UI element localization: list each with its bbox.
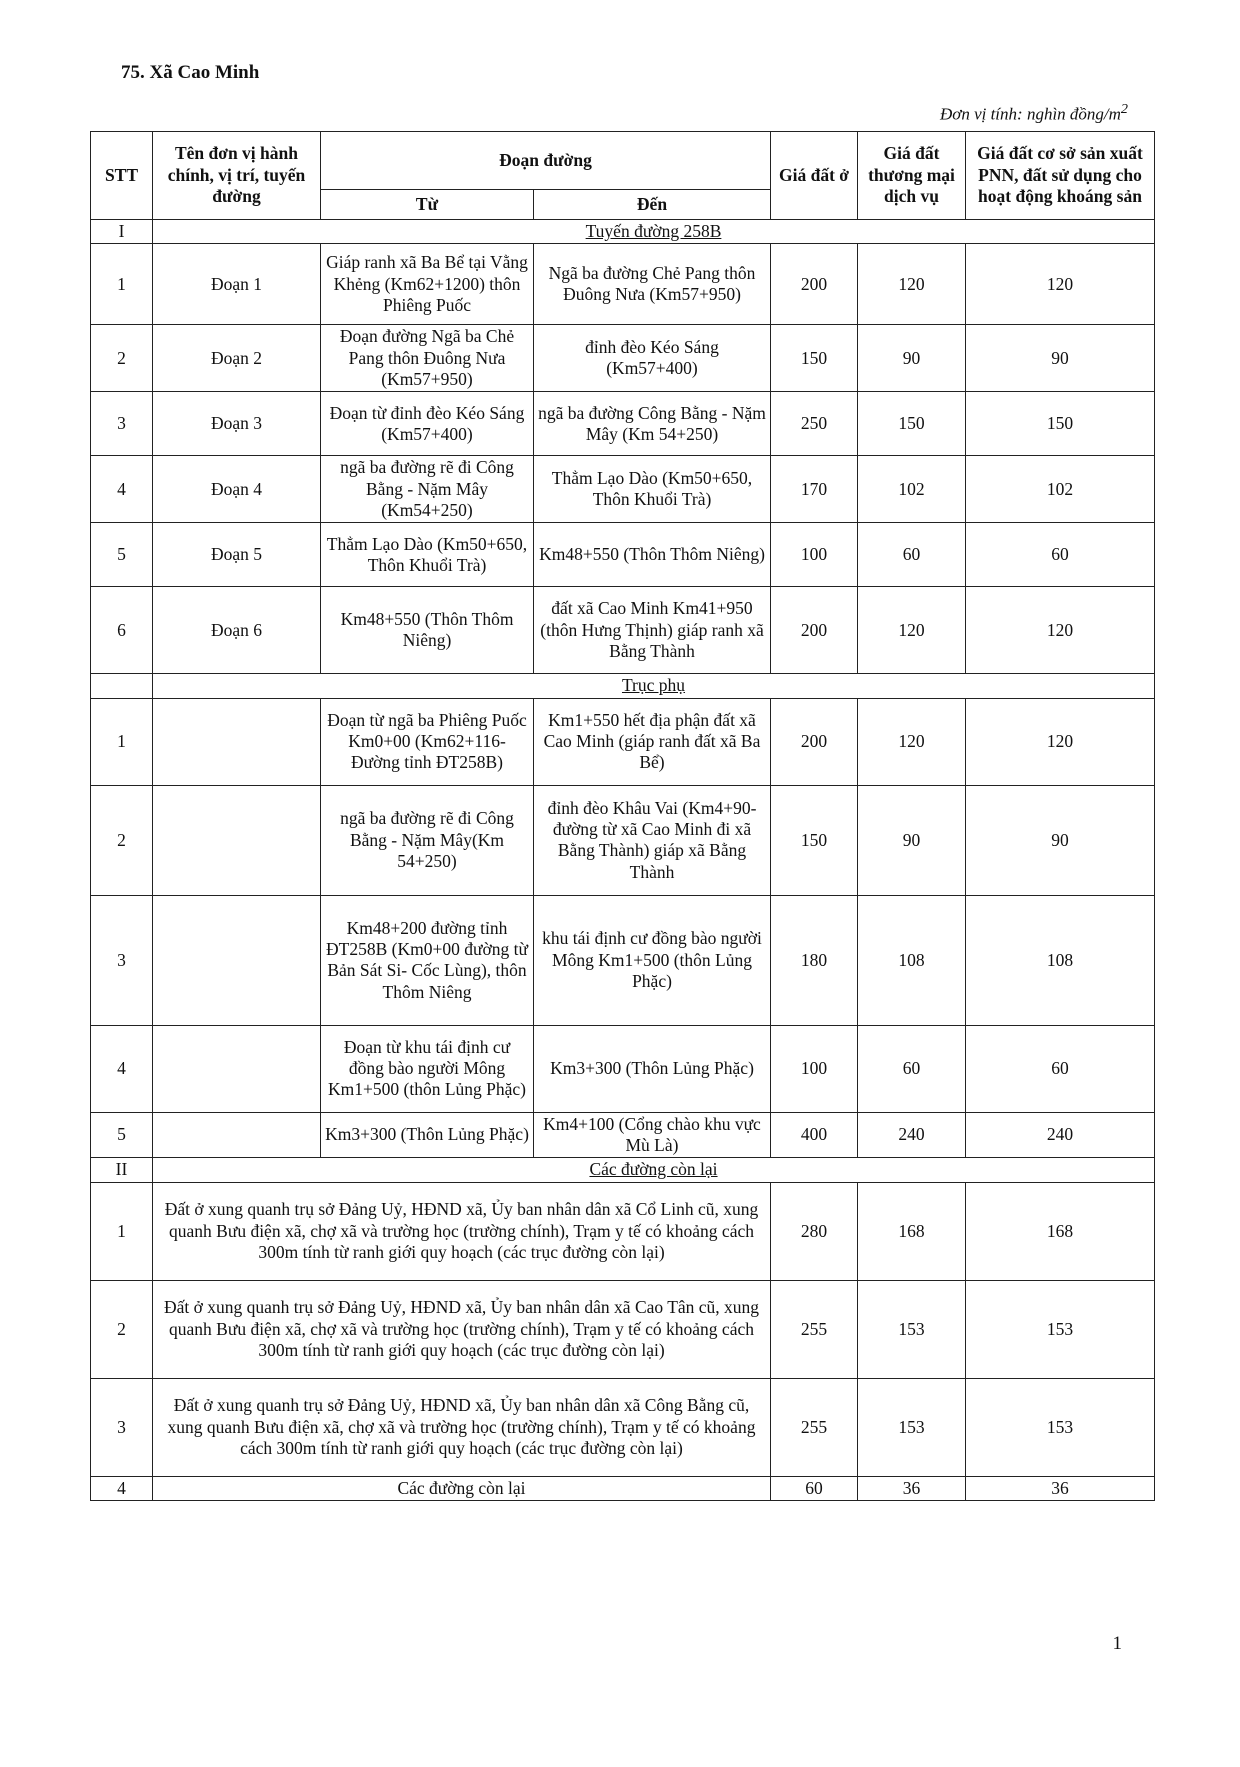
row-name: Đoạn 2 <box>153 325 321 392</box>
row-den: Km1+550 hết địa phận đất xã Cao Minh (giáp ranh đất xã Ba Bể) <box>534 698 771 785</box>
row-gia-dat-o: 180 <box>771 895 858 1025</box>
row-gia-sxpnn: 60 <box>966 523 1155 587</box>
section-header-row <box>91 220 1155 244</box>
row-description: Đất ở xung quanh trụ sở Đảng Uỷ, HĐND xã, Ủy ban nhân dân xã Cao Tân cũ, xung quanh Bưu điện xã, chợ xã và trường học (trường chính), Trạm y tế có khoảng cách 300m tính từ ranh giới quy hoạch (các trục đường còn lại) <box>153 1280 771 1378</box>
row-gia-tmdv: 108 <box>858 895 966 1025</box>
section-name <box>153 674 1155 698</box>
unit-superscript: 2 <box>1120 101 1128 117</box>
row-name: Đoạn 5 <box>153 523 321 587</box>
row-gia-tmdv: 120 <box>858 244 966 325</box>
row-gia-sxpnn: 153 <box>966 1378 1155 1476</box>
table-row <box>91 1280 1155 1378</box>
page-number: 1 <box>1112 1633 1122 1654</box>
row-description: Đất ở xung quanh trụ sở Đảng Uỷ, HĐND xã, Ủy ban nhân dân xã Cổ Linh cũ, xung quanh Bưu điện xã, chợ xã và trường học (trường chính), Trạm y tế có khoảng cách 300m tính từ ranh giới quy hoạch (các trục đường còn lại) <box>153 1182 771 1280</box>
row-gia-tmdv: 36 <box>858 1476 966 1500</box>
table-row <box>91 698 1155 785</box>
table-row <box>91 1476 1155 1500</box>
row-gia-tmdv: 60 <box>858 1025 966 1112</box>
header-gia-tmdv: Giá đất thương mại dịch vụ <box>858 132 966 220</box>
row-description: Các đường còn lại <box>153 1476 771 1500</box>
row-gia-tmdv: 120 <box>858 587 966 674</box>
header-doan-duong: Đoạn đường <box>321 132 771 190</box>
section-stt: II <box>91 1158 153 1182</box>
table-row <box>91 523 1155 587</box>
row-stt: 5 <box>91 1112 153 1158</box>
section-name-text: Các đường còn lại <box>589 1159 718 1180</box>
table-body <box>91 220 1155 1501</box>
section-stt <box>91 674 153 698</box>
row-name <box>153 1025 321 1112</box>
row-den: Km4+100 (Cổng chào khu vực Mù Là) <box>534 1112 771 1158</box>
row-gia-sxpnn: 150 <box>966 392 1155 456</box>
document-title: 75. Xã Cao Minh <box>121 62 260 83</box>
row-gia-dat-o: 200 <box>771 244 858 325</box>
row-gia-dat-o: 200 <box>771 698 858 785</box>
row-tu: Km48+200 đường tỉnh ĐT258B (Km0+00 đường từ Bản Sát Si- Cốc Lùng), thôn Thôm Niêng <box>321 895 534 1025</box>
row-den: đất xã Cao Minh Km41+950 (thôn Hưng Thịnh) giáp ranh xã Bằng Thành <box>534 587 771 674</box>
row-gia-sxpnn: 120 <box>966 587 1155 674</box>
row-stt: 1 <box>91 244 153 325</box>
row-gia-tmdv: 153 <box>858 1378 966 1476</box>
table-row <box>91 392 1155 456</box>
row-gia-tmdv: 240 <box>858 1112 966 1158</box>
header-gia-sxpnn: Giá đất cơ sở sản xuất PNN, đất sử dụng cho hoạt động khoáng sản <box>966 132 1155 220</box>
row-gia-sxpnn: 60 <box>966 1025 1155 1112</box>
row-gia-tmdv: 153 <box>858 1280 966 1378</box>
header-tu: Từ <box>321 190 534 220</box>
header-ten-don-vi: Tên đơn vị hành chính, vị trí, tuyến đường <box>153 132 321 220</box>
row-gia-tmdv: 60 <box>858 523 966 587</box>
row-gia-dat-o: 60 <box>771 1476 858 1500</box>
row-tu: Đoạn từ ngã ba Phiêng Puốc Km0+00 (Km62+116-Đường tỉnh ĐT258B) <box>321 698 534 785</box>
row-tu: Đoạn từ đỉnh đèo Kéo Sáng (Km57+400) <box>321 392 534 456</box>
header-gia-dat-o: Giá đất ở <box>771 132 858 220</box>
row-gia-dat-o: 150 <box>771 325 858 392</box>
row-stt: 4 <box>91 1025 153 1112</box>
unit-note <box>940 101 1128 125</box>
row-stt: 4 <box>91 1476 153 1500</box>
row-gia-dat-o: 255 <box>771 1378 858 1476</box>
table-row <box>91 1378 1155 1476</box>
header-stt: STT <box>91 132 153 220</box>
row-stt: 2 <box>91 1280 153 1378</box>
header-den: Đến <box>534 190 771 220</box>
row-stt: 6 <box>91 587 153 674</box>
row-tu: ngã ba đường rẽ đi Công Bằng - Nặm Mây(Km 54+250) <box>321 785 534 895</box>
row-gia-sxpnn: 36 <box>966 1476 1155 1500</box>
row-den: ngã ba đường Công Bằng - Nặm Mây (Km 54+250) <box>534 392 771 456</box>
row-gia-sxpnn: 108 <box>966 895 1155 1025</box>
section-stt: I <box>91 220 153 244</box>
row-gia-dat-o: 200 <box>771 587 858 674</box>
section-name-text: Tuyến đường 258B <box>585 221 722 241</box>
row-gia-sxpnn: 120 <box>966 244 1155 325</box>
row-tu: Km48+550 (Thôn Thôm Niêng) <box>321 587 534 674</box>
row-tu: Km3+300 (Thôn Lủng Phặc) <box>321 1112 534 1158</box>
row-gia-tmdv: 90 <box>858 325 966 392</box>
row-tu: Đoạn từ khu tái định cư đồng bào người Mông Km1+500 (thôn Lủng Phặc) <box>321 1025 534 1112</box>
table-row <box>91 244 1155 325</box>
row-gia-dat-o: 100 <box>771 1025 858 1112</box>
section-name <box>153 1158 1155 1182</box>
table-row <box>91 895 1155 1025</box>
row-gia-dat-o: 150 <box>771 785 858 895</box>
row-den: khu tái định cư đồng bào người Mông Km1+500 (thôn Lủng Phặc) <box>534 895 771 1025</box>
section-header-row <box>91 1158 1155 1182</box>
row-stt: 2 <box>91 325 153 392</box>
row-stt: 4 <box>91 456 153 523</box>
section-name-text: Trục phụ <box>621 675 686 696</box>
row-stt: 5 <box>91 523 153 587</box>
row-den: Km48+550 (Thôn Thôm Niêng) <box>534 523 771 587</box>
table-row <box>91 456 1155 523</box>
row-gia-tmdv: 102 <box>858 456 966 523</box>
row-tu: Thẳm Lạo Dào (Km50+650, Thôn Khuổi Trà) <box>321 523 534 587</box>
row-gia-dat-o: 400 <box>771 1112 858 1158</box>
row-gia-dat-o: 250 <box>771 392 858 456</box>
row-den: Thẳm Lạo Dào (Km50+650, Thôn Khuổi Trà) <box>534 456 771 523</box>
unit-text: Đơn vị tính: nghìn đồng/m <box>939 104 1121 124</box>
table-row <box>91 1182 1155 1280</box>
row-stt: 3 <box>91 1378 153 1476</box>
row-den: đỉnh đèo Khâu Vai (Km4+90- đường từ xã Cao Minh đi xã Bằng Thành) giáp xã Bằng Thành <box>534 785 771 895</box>
row-gia-tmdv: 150 <box>858 392 966 456</box>
row-gia-sxpnn: 102 <box>966 456 1155 523</box>
row-stt: 1 <box>91 698 153 785</box>
row-tu: Đoạn đường Ngã ba Chẻ Pang thôn Đuông Nưa (Km57+950) <box>321 325 534 392</box>
row-den: Ngã ba đường Chẻ Pang thôn Đuông Nưa (Km57+950) <box>534 244 771 325</box>
row-gia-dat-o: 100 <box>771 523 858 587</box>
row-gia-sxpnn: 153 <box>966 1280 1155 1378</box>
section-name <box>153 220 1155 244</box>
table-row <box>91 1025 1155 1112</box>
row-gia-dat-o: 280 <box>771 1182 858 1280</box>
row-gia-sxpnn: 240 <box>966 1112 1155 1158</box>
row-name: Đoạn 4 <box>153 456 321 523</box>
row-den: đỉnh đèo Kéo Sáng (Km57+400) <box>534 325 771 392</box>
row-name <box>153 1112 321 1158</box>
row-stt: 2 <box>91 785 153 895</box>
row-stt: 1 <box>91 1182 153 1280</box>
land-price-table <box>90 131 1155 1501</box>
row-name <box>153 698 321 785</box>
row-gia-dat-o: 255 <box>771 1280 858 1378</box>
row-den: Km3+300 (Thôn Lủng Phặc) <box>534 1025 771 1112</box>
row-name <box>153 785 321 895</box>
row-tu: Giáp ranh xã Ba Bể tại Vằng Khẻng (Km62+1200) thôn Phiêng Puốc <box>321 244 534 325</box>
row-tu: ngã ba đường rẽ đi Công Bằng - Nặm Mây (Km54+250) <box>321 456 534 523</box>
row-name <box>153 895 321 1025</box>
table-row <box>91 1112 1155 1158</box>
row-stt: 3 <box>91 895 153 1025</box>
row-gia-dat-o: 170 <box>771 456 858 523</box>
row-gia-sxpnn: 90 <box>966 785 1155 895</box>
row-description: Đất ở xung quanh trụ sở Đảng Uỷ, HĐND xã, Ủy ban nhân dân xã Công Bằng cũ, xung quanh Bưu điện xã, chợ xã và trường học (trường chính), Trạm y tế có khoảng cách 300m tính từ ranh giới quy hoạch (các trục đường còn lại) <box>153 1378 771 1476</box>
section-header-row <box>91 674 1155 698</box>
row-gia-tmdv: 168 <box>858 1182 966 1280</box>
row-gia-tmdv: 90 <box>858 785 966 895</box>
row-gia-tmdv: 120 <box>858 698 966 785</box>
row-name: Đoạn 3 <box>153 392 321 456</box>
row-gia-sxpnn: 168 <box>966 1182 1155 1280</box>
row-stt: 3 <box>91 392 153 456</box>
table-row <box>91 325 1155 392</box>
table-row <box>91 587 1155 674</box>
row-gia-sxpnn: 120 <box>966 698 1155 785</box>
row-name: Đoạn 6 <box>153 587 321 674</box>
row-name: Đoạn 1 <box>153 244 321 325</box>
table-row <box>91 785 1155 895</box>
row-gia-sxpnn: 90 <box>966 325 1155 392</box>
